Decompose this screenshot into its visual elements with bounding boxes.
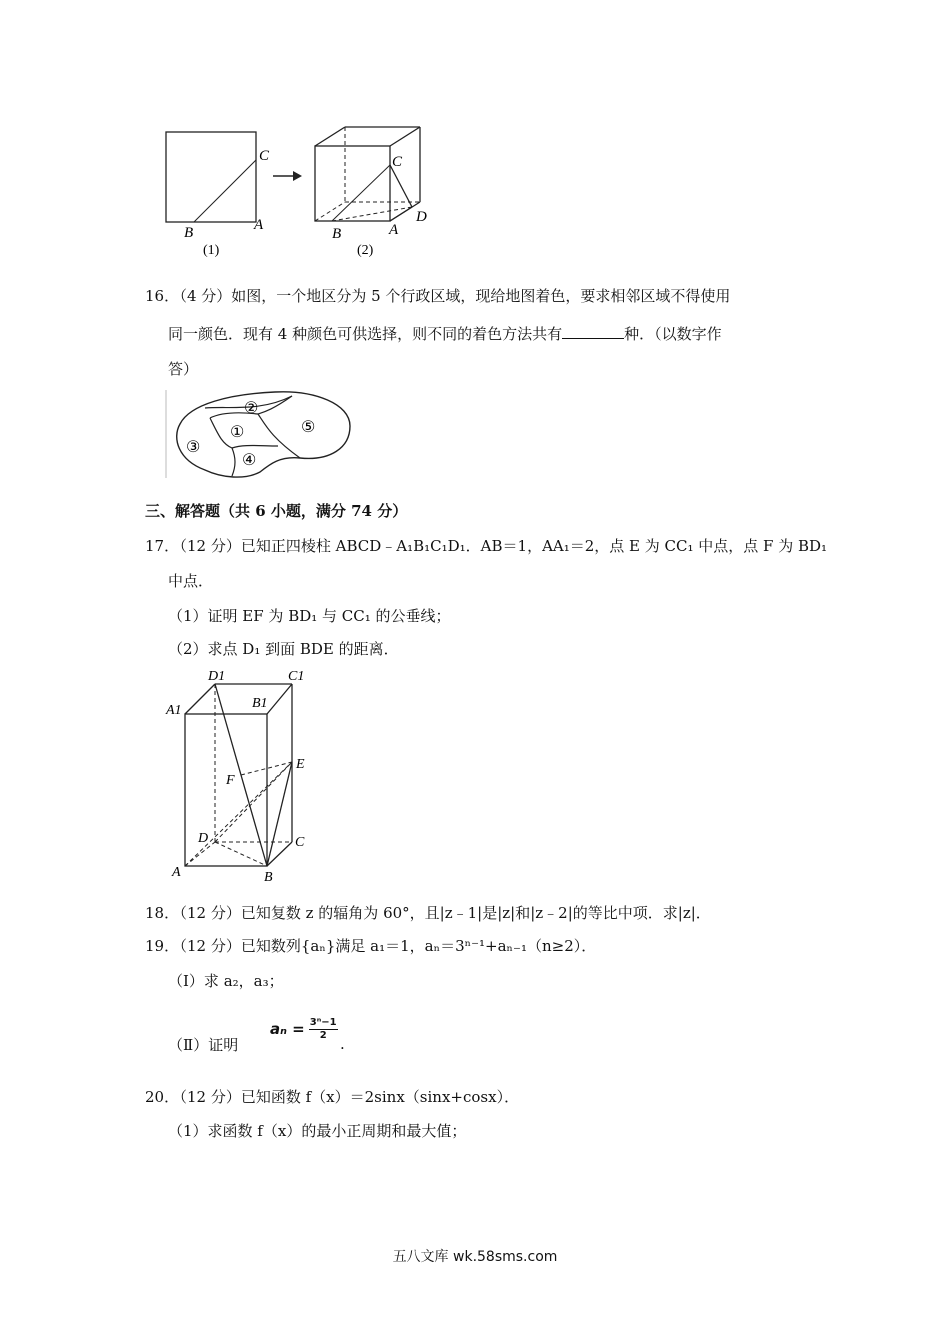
q19-part2: （Ⅱ）证明 <box>168 1036 239 1054</box>
caption-1: (1) <box>203 243 220 258</box>
q19-part1: （Ⅰ）求 a₂，a₃； <box>168 972 284 990</box>
q18-text: （12 分）已知复数 z 的辐角为 60°，且|z﹣1|是|z|和|z﹣2|的等比中项．求|z|． <box>172 904 711 922</box>
q20-text: （12 分）已知函数 f（x）＝2sinx（sinx+cosx）． <box>172 1088 520 1106</box>
footer-watermark: 五八文库 wk.58sms.com <box>392 1249 558 1265</box>
region-1: ① <box>230 424 245 441</box>
q20-part1: （1）求函数 f（x）的最小正周期和最大值； <box>168 1122 467 1140</box>
caption-2: (2) <box>357 243 374 258</box>
answer-blank <box>562 324 624 339</box>
region-3: ③ <box>186 439 201 456</box>
q16-line1: （4 分）如图，一个地区分为 5 个行政区域，现给地图着色，要求相邻区域不得使用 <box>172 287 731 305</box>
label-d2: D <box>416 209 427 225</box>
formula-numerator: 3ⁿ−1 <box>309 1016 337 1028</box>
region-4: ④ <box>242 452 257 469</box>
q17-line1: （12 分）已知正四棱柱 ABCD﹣A₁B₁C₁D₁．AB＝1，AA₁＝2，点 E 为 CC₁ 中点，点 F 为 BD₁ <box>172 537 828 555</box>
q19-period: . <box>340 1035 345 1053</box>
label-c: C <box>295 835 305 850</box>
q17-prism-figure <box>160 664 330 884</box>
q16-line2 <box>168 324 722 344</box>
label-b: B <box>264 870 273 884</box>
q15-figure <box>150 120 450 265</box>
formula-fraction <box>309 1017 338 1042</box>
label-a: A <box>172 865 181 880</box>
section-title: 三、解答题（共 6 小题，满分 74 分） <box>145 502 408 520</box>
label-c2: C <box>392 154 403 170</box>
map-outline <box>177 392 350 477</box>
q17-line2: 中点． <box>168 572 214 590</box>
q16-line2-a: 同一颜色．现有 4 种颜色可供选择，则不同的着色方法共有 <box>168 325 563 343</box>
q19-number: 19． <box>145 937 180 955</box>
cube <box>315 127 420 221</box>
q16-number: 16． <box>145 287 180 305</box>
label-a2: A <box>389 222 399 238</box>
q19-text: （12 分）已知数列{aₙ}满足 a₁＝1，aₙ＝3ⁿ⁻¹+aₙ₋₁（n≥2）． <box>172 937 597 955</box>
region-5: ⑤ <box>301 419 316 436</box>
label-e: E <box>296 757 305 772</box>
formula-lhs: aₙ = <box>270 1020 305 1038</box>
q16-line2-b: 种．（以数字作 <box>624 325 722 343</box>
q18-number: 18． <box>145 904 180 922</box>
formula-denominator: 2 <box>319 1029 327 1041</box>
q16-map-figure <box>160 386 360 482</box>
square-diagonal-bc <box>194 160 256 222</box>
arrow-right-icon <box>273 171 302 181</box>
region-2: ② <box>244 400 259 417</box>
q19-formula <box>270 1012 338 1046</box>
label-c1: C <box>259 148 270 164</box>
label-a1: A1 <box>166 703 182 718</box>
q20-number: 20． <box>145 1088 180 1106</box>
label-d: D <box>198 831 209 846</box>
label-d1: D1 <box>208 669 226 684</box>
label-a1: A <box>254 217 264 233</box>
q17-number: 17． <box>145 537 180 555</box>
label-f: F <box>226 773 235 788</box>
label-b2: B <box>332 226 342 242</box>
q17-part1: （1）证明 EF 为 BD₁ 与 CC₁ 的公垂线； <box>168 607 451 625</box>
label-c1: C1 <box>288 669 305 684</box>
q16-line3: 答） <box>168 360 199 378</box>
q17-part2: （2）求点 D₁ 到面 BDE 的距离． <box>168 640 399 658</box>
square-face <box>166 132 256 222</box>
label-b1: B <box>184 225 194 241</box>
label-b1: B1 <box>252 696 268 711</box>
